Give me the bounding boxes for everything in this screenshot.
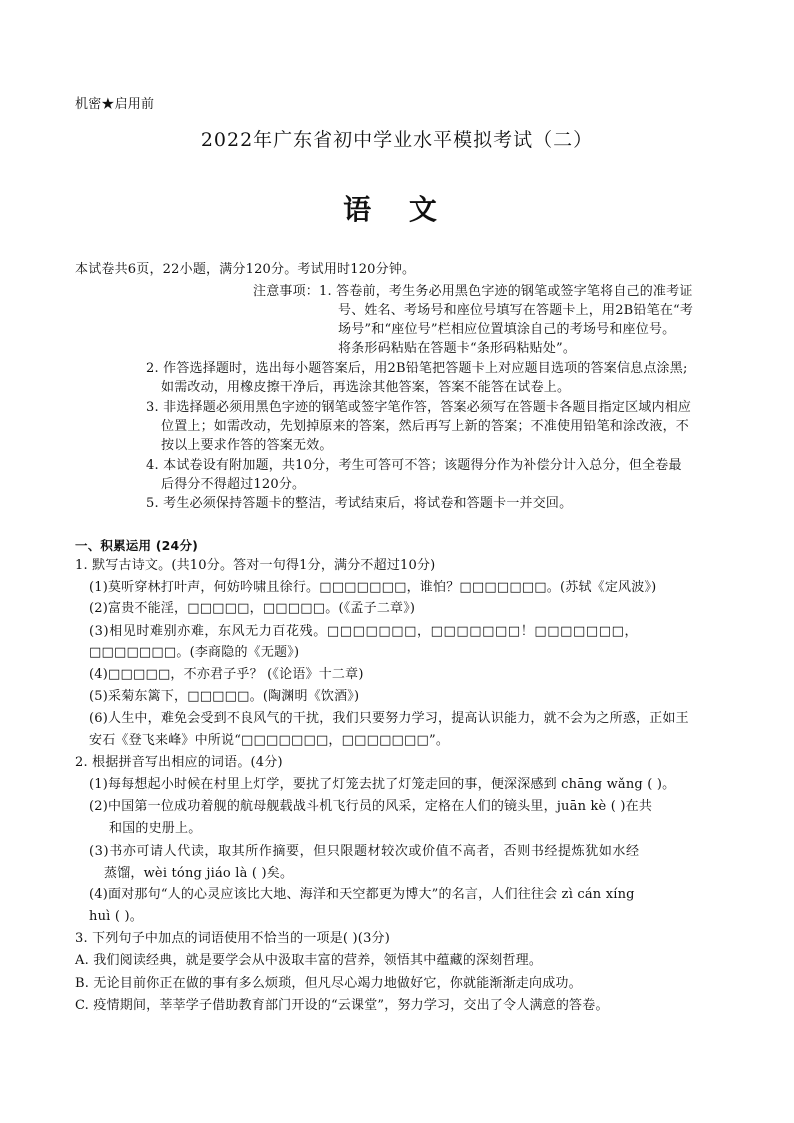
question-1-item-3-line-2: □□□□□□□。(李商隐的《无题》) — [89, 645, 300, 660]
question-2-item-2-line-2: 和国的史册上。 — [109, 821, 202, 836]
question-1-item-2: (2)富贵不能淫，□□□□□，□□□□□。(《孟子二章》) — [89, 601, 416, 616]
notice-1-line-1: 注意事项：1. 答卷前，考生务必用黑色字迹的钢笔或签字笔将自己的准考证 — [253, 284, 693, 299]
question-2-title: 2. 根据拼音写出相应的词语。(4分) — [75, 755, 283, 770]
notice-2-line-1: 2. 作答选择题时，选出每小题答案后，用2B铅笔把答题卡上对应题目选项的答案信息点涂黑; — [146, 361, 688, 376]
notice-4-line-2: 后得分不得超过120分。 — [161, 477, 306, 492]
notice-1-line-3: 场号”和“座位号”栏相应位置填涂自己的考场号和座位号。 — [338, 322, 676, 337]
section-1-heading: 一、积累运用 (24分) — [75, 538, 199, 553]
question-2-item-4-line-2: huì ( )。 — [89, 909, 143, 924]
exam-summary: 本试卷共6页，22小题，满分120分。考试用时120分钟。 — [75, 262, 416, 277]
notice-3-line-1: 3. 非选择题必须用黑色字迹的钢笔或签字笔作答，答案必须写在答题卡各题目指定区域内相应 — [146, 400, 692, 415]
question-2-item-2-line-1: (2)中国第一位成功着舰的航母舰载战斗机飞行员的风采，定格在人们的镜头里，juān kè ( )在共 — [89, 799, 653, 814]
question-1-item-4: (4)□□□□□，不亦君子乎？ (《论语》十二章) — [89, 667, 364, 682]
notice-1-line-2: 号、姓名、考场号和座位号填写在答题卡上，用2B铅笔在“考 — [338, 303, 694, 318]
subject-title: 语 文 — [343, 193, 451, 226]
question-3-option-c: C. 疫情期间，莘莘学子借助教育部门开设的“云课堂”，努力学习，交出了令人满意的答卷。 — [75, 998, 609, 1013]
question-2-item-1: (1)每每想起小时候在村里上灯学，要扰了灯笼去扰了灯笼走回的事，便深深感到 chāng wǎng ( )。 — [89, 777, 676, 792]
question-2-item-3-line-1: (3)书亦可请人代读，取其所作摘要，但只限题材较次或价值不高者，否则书经提炼犹如水经 — [89, 844, 640, 859]
question-2-item-4-line-1: (4)面对那句“人的心灵应该比大地、海洋和天空都更为博大”的名言，人们往往会 zì cán xíng — [89, 887, 635, 902]
question-3-option-a: A. 我们阅读经典，就是要学会从中汲取丰富的营养，领悟其中蕴藏的深刻哲理。 — [75, 953, 543, 968]
notice-2-line-2: 如需改动，用橡皮擦干净后，再选涂其他答案，答案不能答在试卷上。 — [161, 380, 571, 395]
notice-3-line-3: 按以上要求作答的答案无效。 — [161, 438, 333, 453]
exam-title: 2022年广东省初中学业水平模拟考试（二） — [200, 129, 594, 151]
notice-1-line-4: 将条形码粘贴在答题卡“条形码粘贴处”。 — [338, 341, 577, 356]
notice-5: 5. 考生必须保持答题卡的整洁，考试结束后，将试卷和答题卡一并交回。 — [146, 496, 573, 511]
notice-3-line-2: 位置上；如需改动，先划掉原来的答案，然后再写上新的答案；不准使用铅笔和涂改液，不 — [161, 419, 690, 434]
question-3-title: 3. 下列句子中加点的词语使用不恰当的一项是( )(3分) — [75, 931, 391, 946]
question-1-item-3-line-1: (3)相见时难别亦难，东风无力百花残。□□□□□□□，□□□□□□□！□□□□□□□， — [89, 624, 639, 639]
question-2-item-3-line-2: 蒸馏，wèi tóng jiáo là ( )矣。 — [104, 866, 294, 881]
confidential-label: 机密★启用前 — [75, 97, 155, 112]
question-1-item-1: (1)莫听穿林打叶声，何妨吟啸且徐行。□□□□□□□，谁怕？□□□□□□□。(苏轼《定风波》) — [89, 580, 657, 595]
question-1-item-5: (5)采菊东篱下，□□□□□。(陶渊明《饮酒》) — [89, 689, 360, 704]
question-1-title: 1. 默写古诗文。(共10分。答对一句得1分，满分不超过10分) — [75, 558, 436, 573]
question-3-option-b: B. 无论目前你正在做的事有多么烦琐，但凡尽心竭力地做好它，你就能渐渐走向成功。 — [75, 976, 582, 991]
notice-4-line-1: 4. 本试卷设有附加题，共10分，考生可答可不答；该题得分作为补偿分计入总分，但全卷最 — [146, 458, 682, 473]
question-1-item-6-line-2: 安石《登飞来峰》中所说“□□□□□□□，□□□□□□□”。 — [89, 733, 450, 748]
question-1-item-6-line-1: (6)人生中，难免会受到不良风气的干扰，我们只要努力学习，提高认识能力，就不会为之所惑，正如王 — [89, 711, 689, 726]
